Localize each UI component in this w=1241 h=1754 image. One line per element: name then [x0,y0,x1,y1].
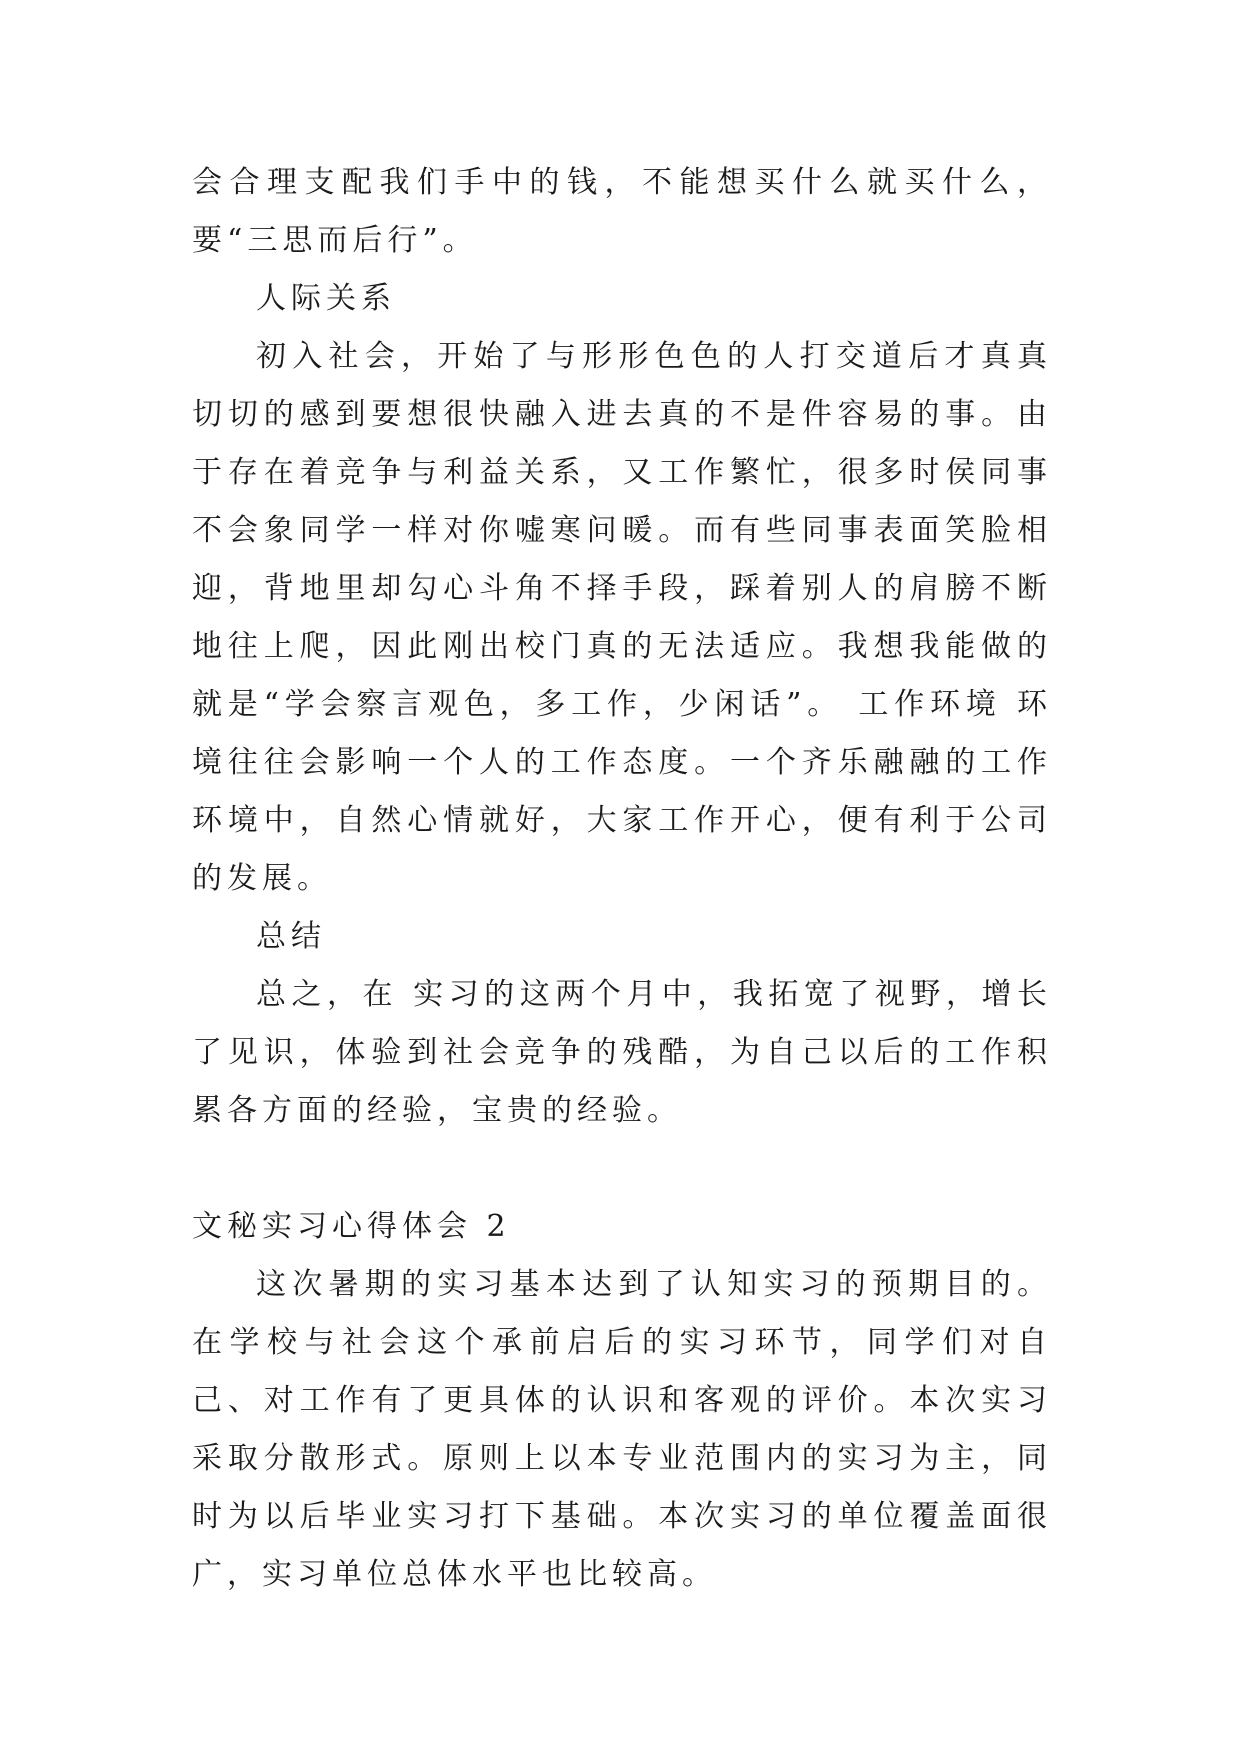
paragraph-interpersonal: 初入社会，开始了与形形色色的人打交道后才真真切切的感到要想很快融入进去真的不是件容易的事。由于存在着竞争与利益关系，又工作繁忙，很多时侯同事不会象同学一样对你嘘寒问暖。而有些同事表面笑脸相迎，背地里却勾心斗角不择手段，踩着别人的肩膀不断地往上爬，因此刚出校门真的无法适应。我想我能做的就是“学会察言观色，多工作，少闲话”。 工作环境 环境往往会影响一个人的工作态度。一个齐乐融融的工作环境中，自然心情就好，大家工作开心，便有利于公司的发展。 [192,339,1052,896]
document-body [192,154,1052,1604]
article-title: 文秘实习心得体会 2 [192,1209,511,1244]
paragraph-summary: 总之，在 实习的这两个月中，我拓宽了视野，增长了见识，体验到社会竞争的残酷，为自己以后的工作积累各方面的经验，宝贵的经验。 [192,977,1052,1128]
section-heading-summary: 总结 [256,919,326,954]
paragraph-article-2: 这次暑期的实习基本达到了认知实习的预期目的。在学校与社会这个承前启后的实习环节，同学们对自己、对工作有了更具体的认识和客观的评价。本次实习采取分散形式。原则上以本专业范围内的实习为主，同时为以后毕业实习打下基础。本次实习的单位覆盖面很广，实习单位总体水平也比较高。 [192,1267,1052,1592]
section-heading-interpersonal: 人际关系 [256,281,396,316]
paragraph-continuation: 会合理支配我们手中的钱，不能想买什么就买什么，要“三思而后行”。 [192,165,1052,258]
